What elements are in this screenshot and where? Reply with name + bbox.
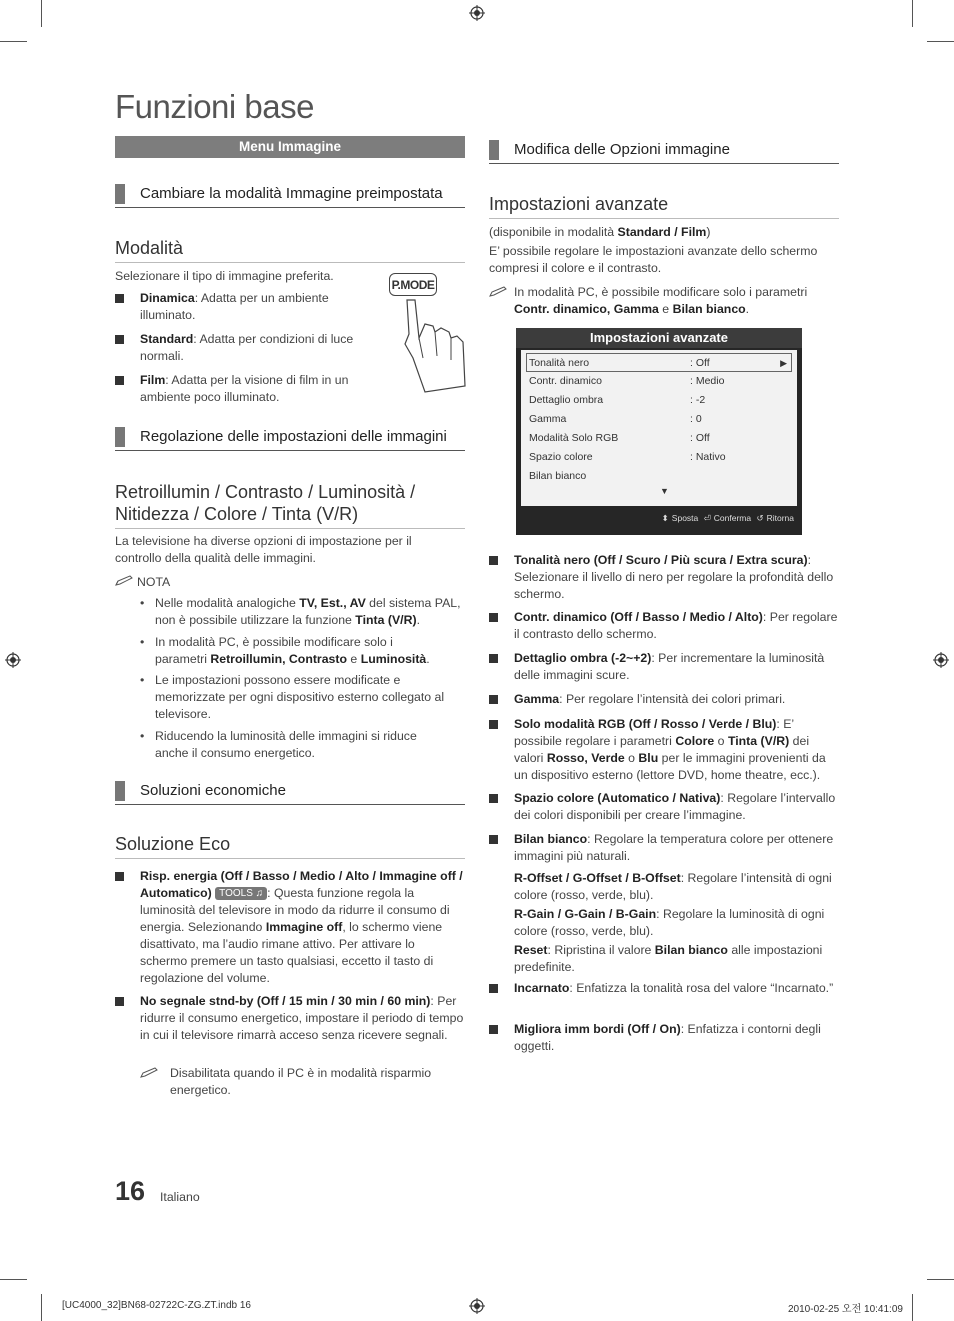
- text: .: [426, 652, 430, 666]
- list-item: [489, 831, 839, 865]
- list-item: [489, 609, 839, 643]
- registration-mark-icon: [469, 5, 485, 21]
- osd-label: Contr. dinamico: [529, 375, 602, 387]
- term: R-Gain / G-Gain / B-Gain: [514, 907, 657, 921]
- term: Rosso, Verde: [546, 751, 625, 765]
- term: No segnale stnd-by (Off / 15 min / 30 min / 60 min): [140, 994, 431, 1008]
- text: : Per ridurre il consumo energetico, impostare il periodo di tempo in cui il televisore rimarrà acceso senza ricevere segnali.: [140, 994, 464, 1042]
- osd-value: : Off: [690, 432, 710, 444]
- term: Bilan bianco: [654, 943, 728, 957]
- pencil-note-icon: [140, 1067, 158, 1079]
- text: In modalità PC, è possibile modificare solo i parametri: [155, 635, 393, 666]
- osd-label: Tonalità nero: [529, 357, 590, 369]
- heading-modalita: Modalità: [115, 238, 465, 263]
- text: : Per regolare il contrasto dello schermo.: [514, 610, 838, 641]
- footer-confirm: Conferma: [713, 513, 752, 523]
- text: e: [347, 652, 361, 666]
- heading-retroillumin: [115, 481, 465, 529]
- term: Dettaglio ombra (-2~+2): [514, 651, 652, 665]
- term: Standard: [140, 332, 194, 346]
- osd-row: [527, 467, 793, 486]
- term: Solo modalità RGB (Off / Rosso / Verde / Blu): [514, 717, 777, 731]
- term: Gamma: [514, 692, 560, 706]
- text: ): [706, 225, 711, 239]
- term: Contr. dinamico, Gamma: [514, 302, 659, 316]
- list-item: [489, 1021, 839, 1055]
- text: : Questa funzione regola la luminosità del televisore in modo da ridurre il consumo di energia. Selezionando: [140, 886, 450, 934]
- term: Film: [140, 373, 166, 387]
- term: Contr. dinamico (Off / Basso / Medio / Alto): [514, 610, 763, 624]
- heading-soluzione-eco: Soluzione Eco: [115, 834, 465, 859]
- term: Risp. energia (Off / Basso / Medio / Alto / Immagine off / Automatico): [140, 869, 463, 900]
- osd-value: : Nativo: [690, 451, 726, 463]
- registration-mark-icon: [469, 1298, 485, 1314]
- pencil-note-icon: [115, 575, 133, 587]
- osd-value: : Off: [690, 357, 710, 369]
- osd-label: Bilan bianco: [529, 470, 587, 482]
- subheading-regolazione: Regolazione delle impostazioni delle immagini: [115, 427, 465, 451]
- term: R-Offset / G-Offset / B-Offset: [514, 871, 681, 885]
- note-item: • Riducendo la luminosità delle immagini si riduce anche il consumo energetico.: [140, 728, 450, 762]
- scroll-down-icon: ▼: [660, 486, 669, 496]
- heading-impostazioni-avanzate: Impostazioni avanzate: [489, 194, 839, 219]
- sub-item: [514, 906, 839, 940]
- list-item: [489, 691, 839, 708]
- print-footer-left: [UC4000_32]BN68-02722C-ZG.ZT.indb 16: [62, 1300, 251, 1311]
- desc: : Adatta per condizioni di luce normali.: [140, 332, 354, 363]
- term: Reset: [514, 943, 548, 957]
- text: : E’ possibile regolare i parametri: [514, 717, 794, 748]
- text: o: [624, 751, 639, 765]
- availability-note: [489, 224, 839, 241]
- subheading-soluzioni-economiche: Soluzioni economiche: [115, 781, 465, 805]
- list-item: [115, 993, 465, 1044]
- osd-label: Modalità Solo RGB: [529, 432, 619, 444]
- list-item: [489, 650, 839, 684]
- term: Dinamica: [140, 291, 195, 305]
- text: Nelle modalità analogiche: [155, 596, 300, 610]
- text: del sistema PAL, non è possibile utilizzare la funzione: [155, 596, 461, 627]
- text: .: [416, 613, 420, 627]
- list-item: [115, 331, 365, 365]
- pmode-button: P.MODE: [389, 273, 437, 296]
- osd-row: [527, 372, 793, 391]
- heading-line: Retroillumin / Contrasto / Luminosità /: [115, 482, 416, 502]
- list-item: [489, 980, 839, 997]
- crop-mark: [41, 1294, 42, 1321]
- pencil-note-icon: [489, 286, 507, 298]
- osd-value: : Medio: [690, 375, 725, 387]
- tools-label: TOOLS: [219, 888, 253, 899]
- term: Blu: [638, 751, 659, 765]
- pc-note: [489, 284, 839, 318]
- return-icon: ↺: [756, 513, 764, 523]
- osd-row: [527, 410, 793, 429]
- text: (disponibile in modalità: [489, 225, 618, 239]
- desc: : Adatta per un ambiente illuminato.: [140, 291, 329, 322]
- text: e: [658, 302, 673, 316]
- term: TV, Est., AV: [299, 596, 366, 610]
- registration-mark-icon: [933, 652, 949, 668]
- text: : Regolare l’intervallo dei colori disponibili per creare l’immagine.: [514, 791, 836, 822]
- term: Tinta (V/R): [355, 613, 417, 627]
- page-number: 16: [115, 1176, 146, 1206]
- osd-label: Gamma: [529, 413, 567, 425]
- text: : Regolare la temperatura colore per ottenere immagini più naturali.: [514, 832, 834, 863]
- enter-icon: ⏎: [703, 513, 711, 523]
- term: Spazio colore (Automatico / Nativa): [514, 791, 721, 805]
- list-item: [489, 790, 839, 824]
- subheading-cambiare-modalita: Cambiare la modalità Immagine preimpostata: [115, 184, 465, 208]
- text: alle impostazioni predefinite.: [514, 943, 823, 974]
- text: : Enfatizza i contorni degli oggetti.: [514, 1022, 821, 1053]
- modalita-intro: Selezionare il tipo di immagine preferita.: [115, 269, 334, 283]
- tools-icon: ♫: [255, 888, 264, 899]
- term: Migliora imm bordi (Off / On): [514, 1022, 681, 1036]
- text: : Enfatizza la tonalità rosa del valore “Incarnato.”: [569, 981, 834, 995]
- term: Tonalità nero (Off / Scuro / Più scura / Extra scura): [514, 553, 808, 567]
- sub-item: [514, 870, 839, 904]
- list-item: [115, 372, 365, 406]
- eco-note: [140, 1065, 465, 1099]
- nota-label: [115, 574, 315, 591]
- text: : Selezionare il livello di nero per regolare la profondità dello schermo.: [514, 553, 834, 601]
- osd-label: Spazio colore: [529, 451, 593, 463]
- section-bar-menu-immagine: Menu Immagine: [115, 136, 465, 158]
- text: : Ripristina il valore: [547, 943, 655, 957]
- advanced-intro: E’ possibile regolare le impostazioni avanzate dello schermo compresi il colore e il contrasto.: [489, 244, 818, 275]
- crop-mark: [912, 0, 913, 27]
- page-title: Funzioni base: [115, 88, 314, 125]
- page-language: Italiano: [160, 1190, 200, 1204]
- updown-icon: ⬍: [661, 513, 669, 523]
- osd-label: Dettaglio ombra: [529, 394, 604, 406]
- term: Bilan bianco: [514, 832, 588, 846]
- term: Standard / Film: [617, 225, 707, 239]
- list-item: [115, 868, 465, 987]
- text: dei valori: [514, 734, 810, 765]
- footer-return: Ritorna: [766, 513, 794, 523]
- tools-badge: [215, 887, 267, 900]
- crop-mark: [0, 41, 27, 42]
- registration-mark-icon: [5, 652, 21, 668]
- term: Immagine off: [265, 920, 343, 934]
- osd-row: [527, 429, 793, 448]
- sub-item: [514, 942, 839, 976]
- note-text: Disabilitata quando il PC è in modalità risparmio energetico.: [170, 1066, 432, 1097]
- term: Retroillumin, Contrasto: [210, 652, 347, 666]
- list-item: [489, 716, 839, 784]
- desc: : Adatta per la visione di film in un ambiente poco illuminato.: [140, 373, 349, 404]
- osd-value: : -2: [690, 394, 706, 406]
- heading-line: Nitidezza / Colore / Tinta (V/R): [115, 504, 359, 524]
- note-item: [140, 595, 465, 629]
- osd-list: [521, 350, 797, 506]
- nota-text: NOTA: [137, 575, 171, 589]
- print-footer-right: 2010-02-25 오전 10:41:09: [788, 1304, 903, 1315]
- crop-mark: [912, 1294, 913, 1321]
- note-item: [140, 634, 440, 668]
- text: o: [714, 734, 728, 748]
- pmode-hand-illustration: [385, 268, 470, 398]
- term: Colore: [675, 734, 715, 748]
- term: Incarnato: [514, 981, 570, 995]
- text: : Regolare la luminosità di ogni colore (rosso, verde, blu).: [514, 907, 825, 938]
- osd-row: [527, 448, 793, 467]
- crop-mark: [41, 0, 42, 27]
- osd-footer: [659, 512, 794, 524]
- note-item: • Le impostazioni possono essere modificate e memorizzate per ogni dispositivo esterno collegato al televisore.: [140, 672, 465, 723]
- retro-intro: La televisione ha diverse opzioni di impostazione per il controllo della qualità delle immagini.: [115, 534, 412, 565]
- osd-row-selected: [526, 353, 792, 372]
- text: : Per regolare l’intensità dei colori primari.: [559, 692, 786, 706]
- text: : Regolare l’intensità di ogni colore (rosso, verde, blu).: [514, 871, 832, 902]
- osd-menu-screenshot: [516, 328, 802, 535]
- crop-mark: [0, 1279, 27, 1280]
- arrow-right-icon: ▶: [780, 358, 787, 368]
- list-item: [489, 552, 839, 603]
- subheading-modifica-opzioni: Modifica delle Opzioni immagine: [489, 140, 839, 164]
- term: Bilan bianco: [672, 302, 746, 316]
- osd-value: : 0: [690, 413, 702, 425]
- osd-title: Impostazioni avanzate: [516, 328, 802, 348]
- text: , lo schermo viene disattivato, ma l’audio rimane attivo. Per attivare lo schermo premere un tasto qualsiasi, eccetto il tasto di regolazione del volume.: [140, 920, 443, 985]
- crop-mark: [927, 41, 954, 42]
- footer-move: Sposta: [671, 513, 699, 523]
- crop-mark: [927, 1279, 954, 1280]
- text: per le immagini provenienti da un dispositivo esterno (lettore DVD, home theatre, ecc.).: [514, 751, 826, 782]
- text: In modalità PC, è possibile modificare solo i parametri: [514, 285, 808, 299]
- text: : Per incrementare la luminosità delle immagini scure.: [514, 651, 825, 682]
- osd-row: [527, 391, 793, 410]
- term: Tinta (V/R): [727, 734, 790, 748]
- list-item: [115, 290, 365, 324]
- term: Luminosità: [360, 652, 427, 666]
- text: .: [745, 302, 750, 316]
